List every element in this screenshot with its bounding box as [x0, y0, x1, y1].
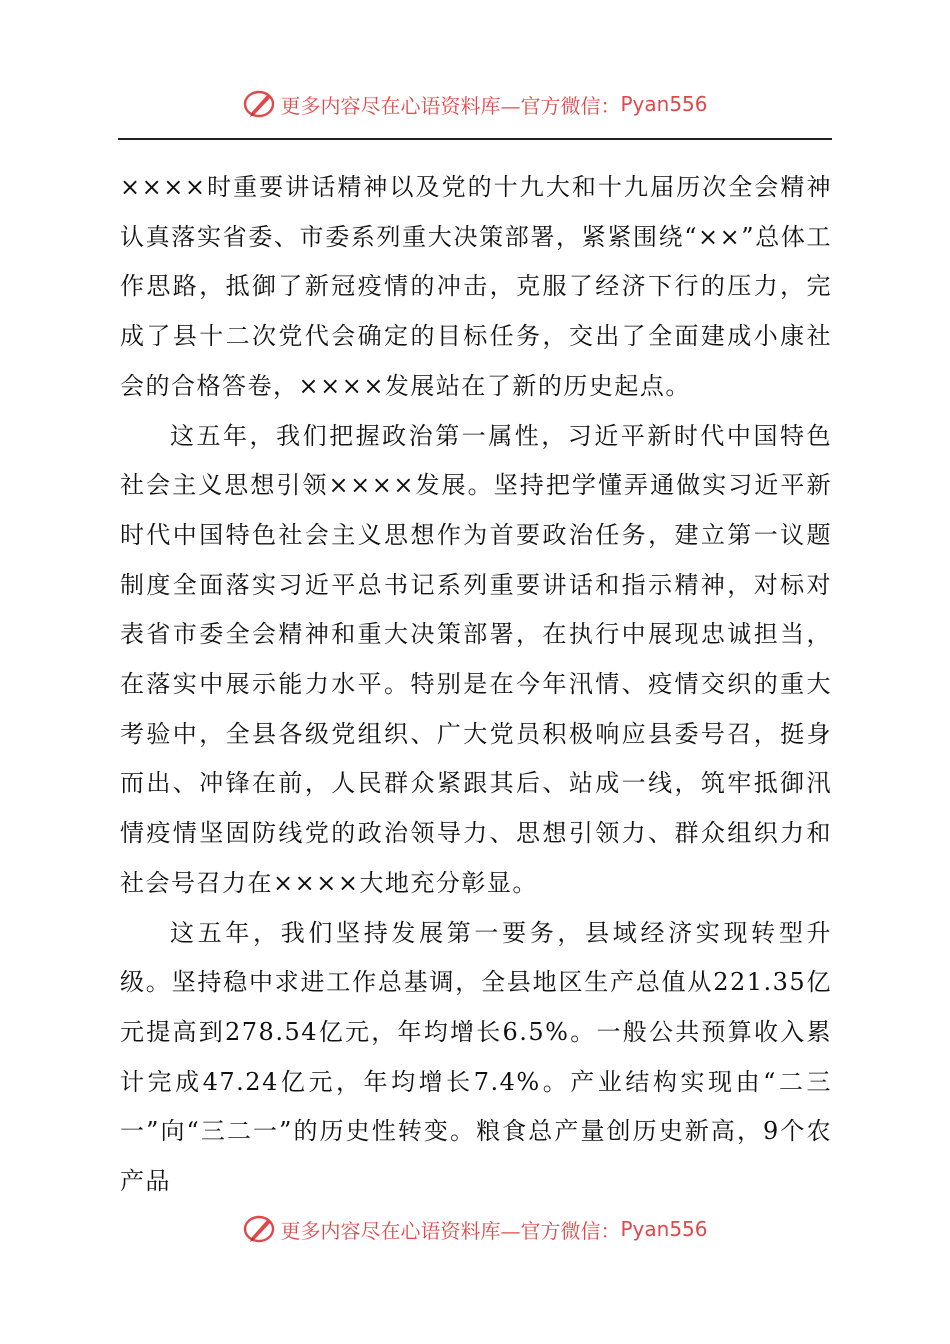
paragraph-2: 这五年，我们把握政治第一属性，习近平新时代中国特色社会主义思想引领××××发展。坚持把学懂弄通做实习近平新时代中国特色社会主义思想作为首要政治任务，建立第一议题制度全面落实习近平总书记系列重要讲话和指示精神，对标对表省市委全会精神和重大决策部署，在执行中展现忠诚担当，在落实中展示能力水平。特别是在今年汛情、疫情交织的重大考验中，全县各级党组织、广大党员积极响应县委号召，挺身而出、冲锋在前，人民群众紧跟其后、站成一线，筑牢抵御汛情疫情坚固防线党的政治领导力、思想引领力、群众组织力和社会号召力在××××大地充分彰显。 — [120, 421, 832, 897]
header-divider — [118, 138, 832, 140]
header-banner-text: 更多内容尽在心语资料库—官方微信： — [280, 93, 621, 118]
paragraph-3: 这五年，我们坚持发展第一要务，县域经济实现转型升级。坚持稳中求进工作总基调，全县地区生产总值从221.35亿元提高到278.54亿元，年均增长6.5%。一般公共预算收入累计完成47.24亿元，年均增长7.4%。产业结构实现由“二三一”向“三二一”的历史性转变。粮食总产量创历史新高，9个农产品 — [120, 918, 832, 1196]
footer-banner-handle: Pyan556 — [620, 1217, 708, 1241]
pen-logo-icon — [242, 1211, 278, 1247]
footer-banner — [0, 1205, 950, 1253]
pen-logo-icon — [242, 86, 278, 122]
header-banner — [0, 80, 950, 128]
footer-banner-text: 更多内容尽在心语资料库—官方微信： — [280, 1218, 621, 1243]
header-banner-handle: Pyan556 — [620, 92, 708, 116]
paragraph-1: ××××时重要讲话精神以及党的十九大和十九届历次全会精神认真落实省委、市委系列重大决策部署，紧紧围绕“××”总体工作思路，抵御了新冠疫情的冲击，克服了经济下行的压力，完成了县十二次党代会确定的目标任务，交出了全面建成小康社会的合格答卷，××××发展站在了新的历史起点。 — [120, 173, 832, 400]
document-body — [120, 163, 832, 1207]
